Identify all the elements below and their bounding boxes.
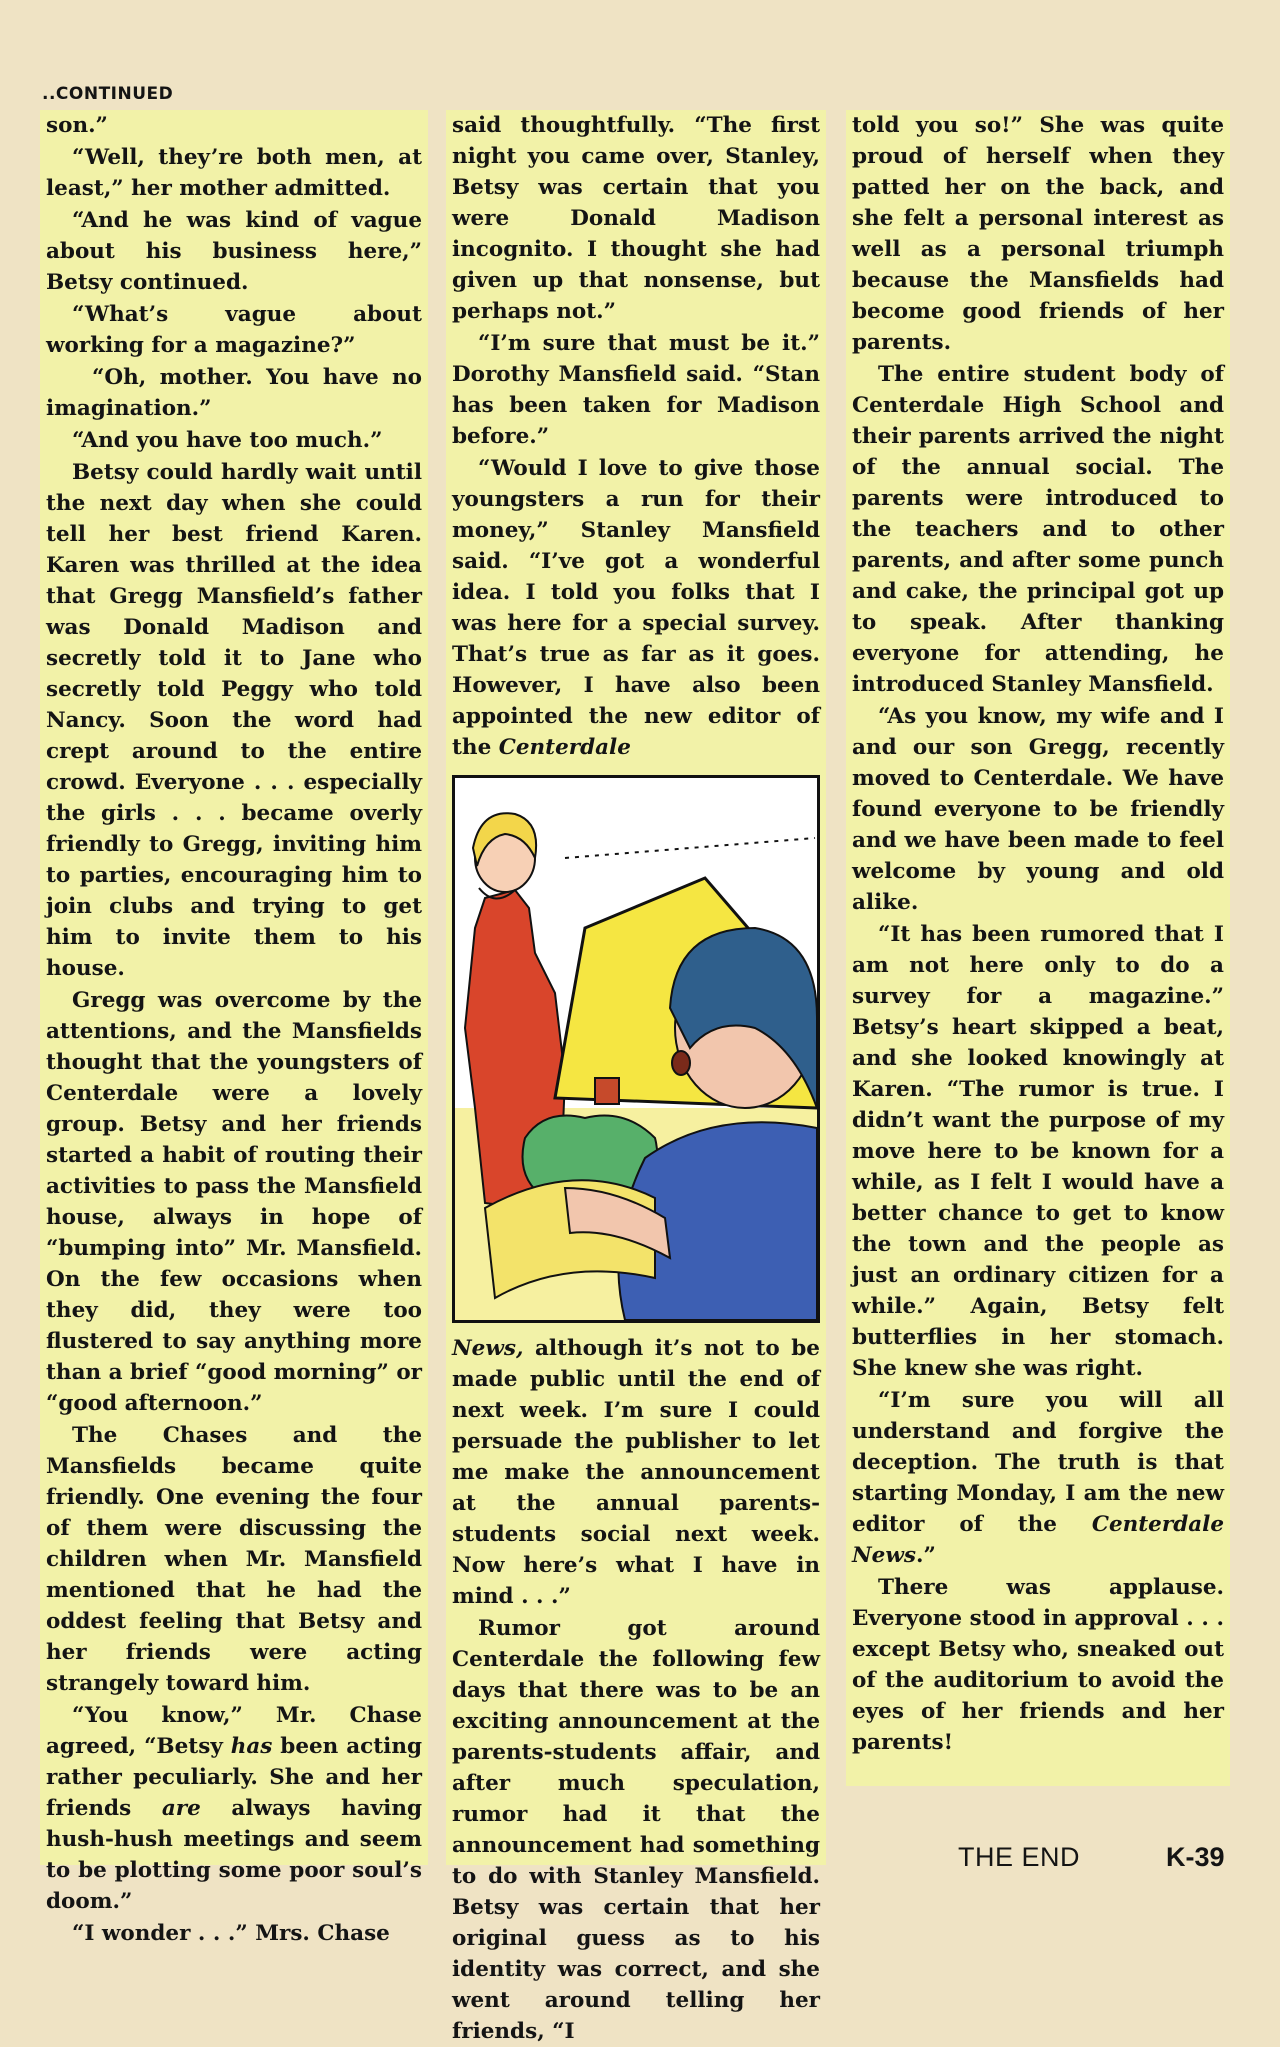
paragraph: “I wonder . . .” Mrs. Chase bbox=[72, 1921, 390, 1946]
paragraph: “And he was kind of vague about his business here,” Betsy continued. bbox=[46, 208, 422, 295]
the-end-label: THE END bbox=[958, 1842, 1081, 1872]
paragraph: The Chases and the Mansfields became quite friendly. One evening the four of them were discussing the children when Mr. Mansfield mentioned that he had the oddest feeling that Betsy and her friends were acting strangely toward him. bbox=[46, 1423, 422, 1696]
text-column-1 bbox=[40, 110, 428, 1946]
page-number: K-39 bbox=[1166, 1842, 1225, 1872]
text-run: “I’m sure you will all understand and forgive the deception. The truth is that starting Monday, I am the new editor of the bbox=[852, 1388, 1224, 1537]
paragraph: The entire student body of Centerdale High School and their parents arrived the night of the annual social. The parents were introduced to the teachers and to other parents, and after some punch and cake, the principal got up to speak. After thanking everyone for attending, he introduced Stanley Mansfield. bbox=[852, 362, 1224, 697]
paragraph: son.” bbox=[46, 113, 108, 138]
text-column-2 bbox=[446, 110, 826, 2044]
text-run: .” bbox=[915, 1543, 936, 1568]
paragraph: “What’s vague about working for a magazine?” bbox=[46, 302, 422, 358]
paragraph bbox=[852, 1385, 1224, 1571]
paragraph: Rumor got around Centerdale the following few days that there was to be an exciting announcement at the parents-students affair, and after much speculation, rumor had it that the announcement had something to do with Stanley Mansfield. Betsy was certain that her original guess as to his identity was correct, and she went around telling her friends, “I bbox=[452, 1616, 820, 2044]
emphasis: are bbox=[161, 1796, 201, 1821]
paragraph bbox=[452, 1333, 820, 1612]
text-run: “Would I love to give those youngsters a run for their money,” Stanley Mansfield said. “I’ve got a wonderful idea. I told you folks that I was here for a special survey. That’s true as far as it goes. However, I have also been appointed the new editor of the bbox=[452, 456, 820, 760]
paragraph: “And you have too much.” bbox=[72, 428, 383, 453]
text-run: always having hush-hush meetings and seem to be plotting some poor soul’s doom.” bbox=[46, 1796, 422, 1914]
paragraph bbox=[46, 1700, 422, 1917]
text-run: although it’s not to be made public until the end of next week. I’m sure I could persuade the publisher to let me make the announcement at the annual parents-students social next week. Now here’s what I have in mind . . .” bbox=[452, 1336, 820, 1609]
continued-label: ..CONTINUED bbox=[42, 84, 174, 104]
paragraph: “Well, they’re both men, at least,” her mother admitted. bbox=[46, 145, 422, 201]
text-column-3 bbox=[846, 110, 1230, 1786]
paragraph: “It has been rumored that I am not here only to do a survey for a magazine.” Betsy’s heart skipped a beat, and she looked knowingly at Karen. “The rumor is true. I didn’t want the purpose of my move here to be known for a while, as I felt I would have a better chance to get to know the town and the people as just an ordinary citizen for a while.” Again, Betsy felt butterflies in her stomach. She knew she was right. bbox=[852, 922, 1224, 1381]
paragraph: “As you know, my wife and I and our son Gregg, recently moved to Centerdale. We have found everyone to be friendly and we have been made to feel welcome by young and old alike. bbox=[852, 704, 1224, 915]
emphasis: Centerdale News bbox=[852, 1512, 1224, 1568]
paragraph: Gregg was overcome by the attentions, and the Mansfields thought that the youngsters of Centerdale were a lovely group. Betsy and her friends started a habit of routing their activities to pass the Mansfield house, always in hope of “bumping into” Mr. Mansfield. On the few occasions when they did, they were too flustered to say anything more than a brief “good morning” or “good afternoon.” bbox=[46, 988, 422, 1416]
paragraph: There was applause. Everyone stood in approval . . . except Betsy who, sneaked out of the auditorium to avoid the eyes of her friends and her parents! bbox=[852, 1575, 1224, 1755]
emphasis: Centerdale bbox=[498, 735, 631, 760]
paragraph: “I’m sure that must be it.” Dorothy Mansfield said. “Stan has been taken for Madison before.” bbox=[452, 331, 820, 449]
text-run: “You know,” Mr. Chase agreed, “Betsy bbox=[46, 1703, 422, 1759]
paragraph: told you so!” She was quite proud of herself when they patted her on the back, and she felt a personal interest as well as a personal triumph because the Mansfields had become good friends of her parents. bbox=[852, 113, 1224, 355]
emphasis: has bbox=[230, 1734, 273, 1759]
paragraph: Betsy could hardly wait until the next day when she could tell her best friend Karen. Karen was thrilled at the idea that Gregg Mansfield’s father was Donald Madison and secretly told it to Jane who secretly told Peggy who told Nancy. Soon the word had crept around to the entire crowd. Everyone . . . especially the girls . . . became overly friendly to Gregg, inviting him to parties, encouraging him to join clubs and trying to get him to invite them to his house. bbox=[46, 460, 422, 981]
paragraph: “Oh, mother. You have no imagination.” bbox=[46, 365, 422, 421]
emphasis: News, bbox=[452, 1336, 524, 1361]
comic-panel-illustration bbox=[452, 775, 820, 1323]
text-run: been acting rather peculiarly. She and her friends bbox=[46, 1734, 422, 1821]
paragraph: said thoughtfully. “The first night you came over, Stanley, Betsy was certain that you were Donald Madison incognito. I thought she had given up that nonsense, but perhaps not.” bbox=[452, 113, 820, 324]
panel-artwork bbox=[455, 778, 817, 1320]
paragraph bbox=[452, 453, 820, 763]
